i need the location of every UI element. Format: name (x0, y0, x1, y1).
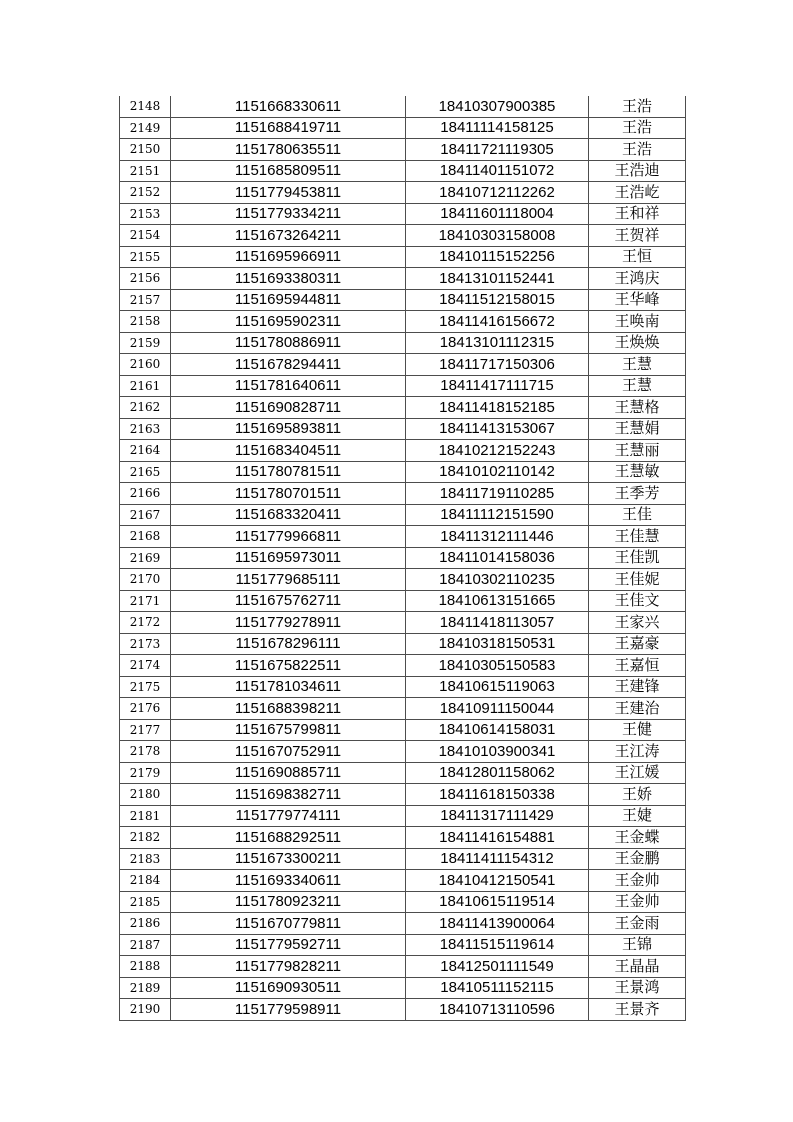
exam-id-cell: 18410615119514 (406, 891, 589, 913)
registration-id-cell: 1151698382711 (171, 784, 406, 806)
registration-id-cell: 1151779685111 (171, 569, 406, 591)
table-row (120, 526, 686, 548)
exam-id-cell: 18411719110285 (406, 483, 589, 505)
row-number-cell: 2154 (120, 225, 171, 247)
registration-id-cell: 1151781640611 (171, 375, 406, 397)
exam-id-cell: 18411416156672 (406, 311, 589, 333)
exam-id-cell: 18410303158008 (406, 225, 589, 247)
exam-id-cell: 18411721119305 (406, 139, 589, 161)
exam-id-cell: 18412501111549 (406, 956, 589, 978)
registration-id-cell: 1151675822511 (171, 655, 406, 677)
table-row (120, 741, 686, 763)
registration-id-cell: 1151675799811 (171, 719, 406, 741)
table-row (120, 225, 686, 247)
name-cell: 王锦 (589, 934, 686, 956)
registration-id-cell: 1151688419711 (171, 117, 406, 139)
registration-id-cell: 1151670752911 (171, 741, 406, 763)
name-cell: 王慧 (589, 354, 686, 376)
row-number-cell: 2150 (120, 139, 171, 161)
exam-id-cell: 18410412150541 (406, 870, 589, 892)
registration-id-cell: 1151668330611 (171, 96, 406, 117)
table-row (120, 612, 686, 634)
registration-id-cell: 1151690930511 (171, 977, 406, 999)
registration-id-cell: 1151695973011 (171, 547, 406, 569)
row-number-cell: 2184 (120, 870, 171, 892)
row-number-cell: 2167 (120, 504, 171, 526)
name-cell: 王贺祥 (589, 225, 686, 247)
registration-id-cell: 1151695893811 (171, 418, 406, 440)
exam-id-cell: 18411014158036 (406, 547, 589, 569)
name-cell: 王慧娟 (589, 418, 686, 440)
name-cell: 王健 (589, 719, 686, 741)
table-row (120, 870, 686, 892)
table-row (120, 117, 686, 139)
registration-id-cell: 1151781034611 (171, 676, 406, 698)
exam-id-cell: 18410712112262 (406, 182, 589, 204)
table-row (120, 762, 686, 784)
registration-id-cell: 1151779598911 (171, 999, 406, 1021)
row-number-cell: 2164 (120, 440, 171, 462)
table-row (120, 698, 686, 720)
row-number-cell: 2185 (120, 891, 171, 913)
table-row (120, 934, 686, 956)
exam-id-cell: 18410911150044 (406, 698, 589, 720)
name-cell: 王金蝶 (589, 827, 686, 849)
row-number-cell: 2174 (120, 655, 171, 677)
table-row (120, 977, 686, 999)
registration-id-cell: 1151780635511 (171, 139, 406, 161)
row-number-cell: 2172 (120, 612, 171, 634)
name-cell: 王江涛 (589, 741, 686, 763)
row-number-cell: 2162 (120, 397, 171, 419)
name-cell: 王恒 (589, 246, 686, 268)
name-cell: 王家兴 (589, 612, 686, 634)
table-row (120, 268, 686, 290)
exam-id-cell: 18411411154312 (406, 848, 589, 870)
table-row (120, 354, 686, 376)
name-cell: 王金鹏 (589, 848, 686, 870)
registration-id-cell: 1151695966911 (171, 246, 406, 268)
registration-id-cell: 1151779592711 (171, 934, 406, 956)
registration-id-cell: 1151779828211 (171, 956, 406, 978)
exam-id-cell: 18410212152243 (406, 440, 589, 462)
table-row (120, 96, 686, 117)
registration-id-cell: 1151673300211 (171, 848, 406, 870)
row-number-cell: 2190 (120, 999, 171, 1021)
name-cell: 王佳 (589, 504, 686, 526)
name-cell: 王佳慧 (589, 526, 686, 548)
registration-id-cell: 1151678296111 (171, 633, 406, 655)
table-row (120, 461, 686, 483)
row-number-cell: 2178 (120, 741, 171, 763)
exam-id-cell: 18413101112315 (406, 332, 589, 354)
name-cell: 王嘉恒 (589, 655, 686, 677)
name-cell: 王慧丽 (589, 440, 686, 462)
name-cell: 王佳凯 (589, 547, 686, 569)
name-cell: 王和祥 (589, 203, 686, 225)
table-row (120, 139, 686, 161)
exam-id-cell: 18411413900064 (406, 913, 589, 935)
exam-id-cell: 18411601118004 (406, 203, 589, 225)
table-row (120, 633, 686, 655)
table-row (120, 289, 686, 311)
registration-id-cell: 1151695944811 (171, 289, 406, 311)
row-number-cell: 2175 (120, 676, 171, 698)
table-row (120, 805, 686, 827)
row-number-cell: 2169 (120, 547, 171, 569)
row-number-cell: 2161 (120, 375, 171, 397)
exam-id-cell: 18411312111446 (406, 526, 589, 548)
table-row (120, 913, 686, 935)
name-cell: 王建治 (589, 698, 686, 720)
table-row (120, 418, 686, 440)
exam-id-cell: 18411512158015 (406, 289, 589, 311)
name-cell: 王浩 (589, 96, 686, 117)
table-row (120, 569, 686, 591)
exam-id-cell: 18410511152115 (406, 977, 589, 999)
name-cell: 王佳文 (589, 590, 686, 612)
registration-id-cell: 1151780886911 (171, 332, 406, 354)
name-cell: 王江媛 (589, 762, 686, 784)
row-number-cell: 2166 (120, 483, 171, 505)
registration-id-cell: 1151693380311 (171, 268, 406, 290)
name-cell: 王建锋 (589, 676, 686, 698)
table-row (120, 311, 686, 333)
name-cell: 王娇 (589, 784, 686, 806)
exam-id-cell: 18413101152441 (406, 268, 589, 290)
row-number-cell: 2165 (120, 461, 171, 483)
exam-id-cell: 18410302110235 (406, 569, 589, 591)
registration-id-cell: 1151779334211 (171, 203, 406, 225)
table-row (120, 999, 686, 1021)
row-number-cell: 2152 (120, 182, 171, 204)
name-cell: 王景齐 (589, 999, 686, 1021)
row-number-cell: 2173 (120, 633, 171, 655)
name-cell: 王金雨 (589, 913, 686, 935)
row-number-cell: 2179 (120, 762, 171, 784)
row-number-cell: 2182 (120, 827, 171, 849)
row-number-cell: 2153 (120, 203, 171, 225)
name-cell: 王佳妮 (589, 569, 686, 591)
name-cell: 王晶晶 (589, 956, 686, 978)
exam-id-cell: 18411515119614 (406, 934, 589, 956)
table-row (120, 182, 686, 204)
name-cell: 王景鸿 (589, 977, 686, 999)
exam-id-cell: 18411418113057 (406, 612, 589, 634)
exam-id-cell: 18410318150531 (406, 633, 589, 655)
name-cell: 王浩迪 (589, 160, 686, 182)
registration-id-cell: 1151683404511 (171, 440, 406, 462)
table-row (120, 246, 686, 268)
exam-id-cell: 18411401151072 (406, 160, 589, 182)
exam-id-cell: 18411618150338 (406, 784, 589, 806)
name-cell: 王慧格 (589, 397, 686, 419)
name-cell: 王金帅 (589, 891, 686, 913)
registration-id-cell: 1151780781511 (171, 461, 406, 483)
registration-id-cell: 1151779966811 (171, 526, 406, 548)
name-cell: 王婕 (589, 805, 686, 827)
registration-id-cell: 1151673264211 (171, 225, 406, 247)
registration-id-cell: 1151675762711 (171, 590, 406, 612)
registration-id-cell: 1151779774111 (171, 805, 406, 827)
row-number-cell: 2156 (120, 268, 171, 290)
exam-id-cell: 18410614158031 (406, 719, 589, 741)
table-row (120, 160, 686, 182)
row-number-cell: 2155 (120, 246, 171, 268)
row-number-cell: 2157 (120, 289, 171, 311)
table-row (120, 203, 686, 225)
name-cell: 王慧敏 (589, 461, 686, 483)
table-row (120, 784, 686, 806)
registration-id-cell: 1151779278911 (171, 612, 406, 634)
name-cell: 王浩 (589, 117, 686, 139)
exam-id-cell: 18410305150583 (406, 655, 589, 677)
row-number-cell: 2159 (120, 332, 171, 354)
exam-id-cell: 18411413153067 (406, 418, 589, 440)
row-number-cell: 2148 (120, 96, 171, 117)
registration-id-cell: 1151690828711 (171, 397, 406, 419)
registration-id-cell: 1151695902311 (171, 311, 406, 333)
table-row (120, 375, 686, 397)
records-body (120, 96, 686, 1020)
registration-id-cell: 1151690885711 (171, 762, 406, 784)
registration-id-cell: 1151688292511 (171, 827, 406, 849)
table-row (120, 719, 686, 741)
exam-id-cell: 18410615119063 (406, 676, 589, 698)
name-cell: 王唤南 (589, 311, 686, 333)
table-row (120, 483, 686, 505)
name-cell: 王季芳 (589, 483, 686, 505)
name-cell: 王慧 (589, 375, 686, 397)
name-cell: 王鸿庆 (589, 268, 686, 290)
row-number-cell: 2151 (120, 160, 171, 182)
table-row (120, 827, 686, 849)
table-row (120, 440, 686, 462)
exam-id-cell: 18410102110142 (406, 461, 589, 483)
name-cell: 王焕焕 (589, 332, 686, 354)
registration-id-cell: 1151683320411 (171, 504, 406, 526)
exam-id-cell: 18411114158125 (406, 117, 589, 139)
exam-id-cell: 18410103900341 (406, 741, 589, 763)
row-number-cell: 2163 (120, 418, 171, 440)
row-number-cell: 2186 (120, 913, 171, 935)
table-row (120, 676, 686, 698)
registration-id-cell: 1151693340611 (171, 870, 406, 892)
exam-id-cell: 18411717150306 (406, 354, 589, 376)
exam-id-cell: 18411417111715 (406, 375, 589, 397)
row-number-cell: 2170 (120, 569, 171, 591)
row-number-cell: 2168 (120, 526, 171, 548)
row-number-cell: 2181 (120, 805, 171, 827)
row-number-cell: 2189 (120, 977, 171, 999)
row-number-cell: 2180 (120, 784, 171, 806)
row-number-cell: 2177 (120, 719, 171, 741)
registration-id-cell: 1151779453811 (171, 182, 406, 204)
row-number-cell: 2176 (120, 698, 171, 720)
registration-id-cell: 1151678294411 (171, 354, 406, 376)
registration-id-cell: 1151780923211 (171, 891, 406, 913)
name-cell: 王浩 (589, 139, 686, 161)
exam-id-cell: 18411112151590 (406, 504, 589, 526)
registration-id-cell: 1151670779811 (171, 913, 406, 935)
row-number-cell: 2149 (120, 117, 171, 139)
name-cell: 王浩屹 (589, 182, 686, 204)
exam-id-cell: 18410307900385 (406, 96, 589, 117)
table-row (120, 504, 686, 526)
table-row (120, 547, 686, 569)
records-table (119, 96, 686, 1021)
row-number-cell: 2188 (120, 956, 171, 978)
table-row (120, 891, 686, 913)
table-row (120, 655, 686, 677)
table-row (120, 590, 686, 612)
exam-id-cell: 18410613151665 (406, 590, 589, 612)
exam-id-cell: 18410115152256 (406, 246, 589, 268)
name-cell: 王华峰 (589, 289, 686, 311)
exam-id-cell: 18411317111429 (406, 805, 589, 827)
table-row (120, 332, 686, 354)
exam-id-cell: 18411416154881 (406, 827, 589, 849)
row-number-cell: 2171 (120, 590, 171, 612)
row-number-cell: 2187 (120, 934, 171, 956)
row-number-cell: 2160 (120, 354, 171, 376)
exam-id-cell: 18410713110596 (406, 999, 589, 1021)
registration-id-cell: 1151688398211 (171, 698, 406, 720)
table-row (120, 397, 686, 419)
row-number-cell: 2158 (120, 311, 171, 333)
table-row (120, 848, 686, 870)
row-number-cell: 2183 (120, 848, 171, 870)
registration-id-cell: 1151685809511 (171, 160, 406, 182)
name-cell: 王金帅 (589, 870, 686, 892)
exam-id-cell: 18411418152185 (406, 397, 589, 419)
exam-id-cell: 18412801158062 (406, 762, 589, 784)
table-row (120, 956, 686, 978)
registration-id-cell: 1151780701511 (171, 483, 406, 505)
name-cell: 王嘉豪 (589, 633, 686, 655)
